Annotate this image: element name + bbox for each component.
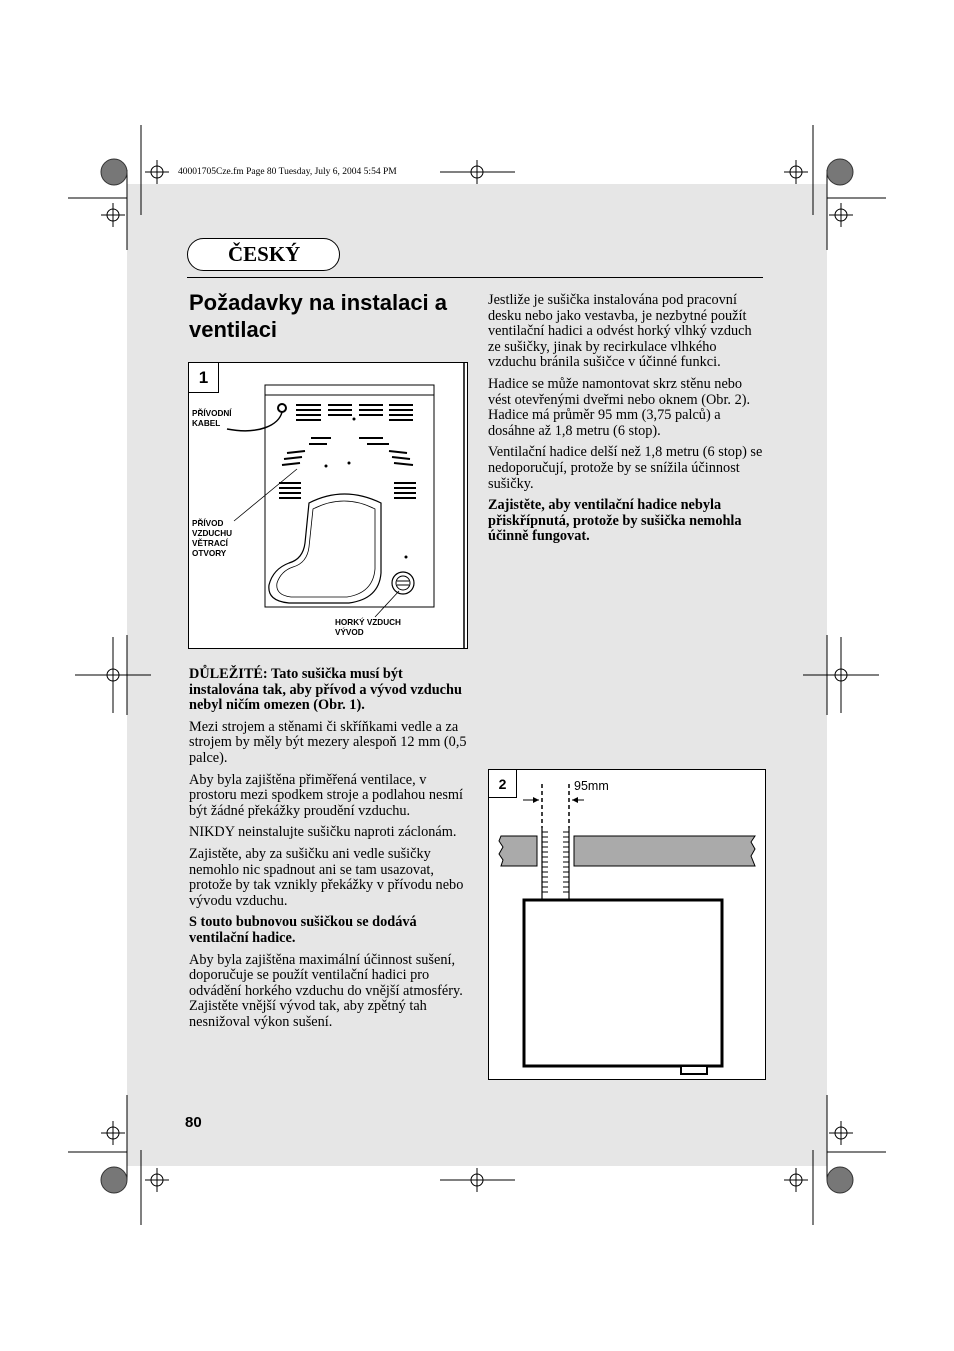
vent-hose-diagram (489, 770, 765, 1079)
paragraph-efficiency: Aby byla zajištěna maximální účinnost sušení, doporučuje se použít ventilační hadici pro odvádění horkého vzduchu do vnější atmosféry. Zajistěte vnější vývod tak, aby zpětný tah nesnižoval výkon sušení. (189, 951, 463, 1030)
left-text-column (189, 667, 469, 1036)
air-intake-label: PŘÍVOD VZDUCHU VĚTRACÍ OTVORY (192, 519, 233, 558)
file-info: 40001705Cze.fm Page 80 Tuesday, July 6, 2004 5:54 PM (178, 167, 397, 177)
power-cable-label: PŘÍVODNÍ KABEL (192, 409, 232, 428)
figure-1-number: 1 (189, 363, 219, 393)
important-note: DŮLEŽITÉ: Tato sušička musí být instalována tak, aby přívod a vývod vzduchu nebyl ničím omezen (Obr. 1). (189, 666, 462, 714)
paragraph-hose-mounting: Hadice se může namontovat skrz stěnu nebo vést otevřenými dveřmi nebo oknem (Obr. 2). Hadice má průměr 95 mm (3,75 palců) a dosáhne až 1,8 metru (6 stop). (488, 375, 751, 439)
paragraph-built-in: Jestliže je sušička instalována pod pracovní desku nebo jako vestavba, je nezbytné použít ventilační hadici a odvést horký vlhký vzduch ze sušičky, jinak by recirkulace vlhkého vzduchu bránila sušičce v účinné funkci. (488, 292, 752, 371)
page-number: 80 (185, 1114, 202, 1131)
figure-2-number: 2 (489, 770, 517, 798)
language-tab (187, 238, 340, 271)
header-rule (187, 277, 763, 278)
kink-warning: Zajistěte, aby ventilační hadice nebyla přiskřípnutá, protože by sušička nemohla účinně fungovat. (488, 497, 742, 545)
paragraph-hose-length: Ventilační hadice delší než 1,8 metru (6 stop) se nedoporučují, protože by se snížila účinnost sušičky. (488, 444, 763, 492)
hose-supplied-note: S touto bubnovou sušičkou se dodává ventilační hadice. (189, 914, 417, 946)
figure-2 (488, 769, 766, 1080)
page-title: Požadavky na instalaci a ventilaci (189, 290, 448, 342)
paragraph-obstruction: Zajistěte, aby za sušičku ani vedle sušičky nemohlo nic spadnout ani se tam usazovat, protože by tak vznikly překážky v přívodu nebo vývodu vzduchu. (189, 845, 464, 909)
dryer-back-illustration (189, 363, 467, 648)
figure-1 (188, 362, 468, 649)
hose-diameter-label: 95mm (574, 779, 609, 793)
paragraph-clearance: Mezi strojem a stěnami či skříňkami vedle a za strojem by měly být mezery alespoň 12 mm (0,5 palce). (189, 718, 467, 766)
paragraph-curtains: NIKDY neinstalujte sušičku naproti záclonám. (189, 824, 457, 841)
hot-air-outlet-label: HORKÝ VZDUCH VÝVOD (335, 618, 401, 637)
right-text-column (488, 293, 766, 551)
paragraph-ventilation: Aby byla zajištěna přiměřená ventilace, v prostoru mezi spodkem stroje a podlahou nesmí být žádné překážky proudění vzduchu. (189, 771, 463, 819)
language-label: ČESKÝ (228, 242, 301, 266)
